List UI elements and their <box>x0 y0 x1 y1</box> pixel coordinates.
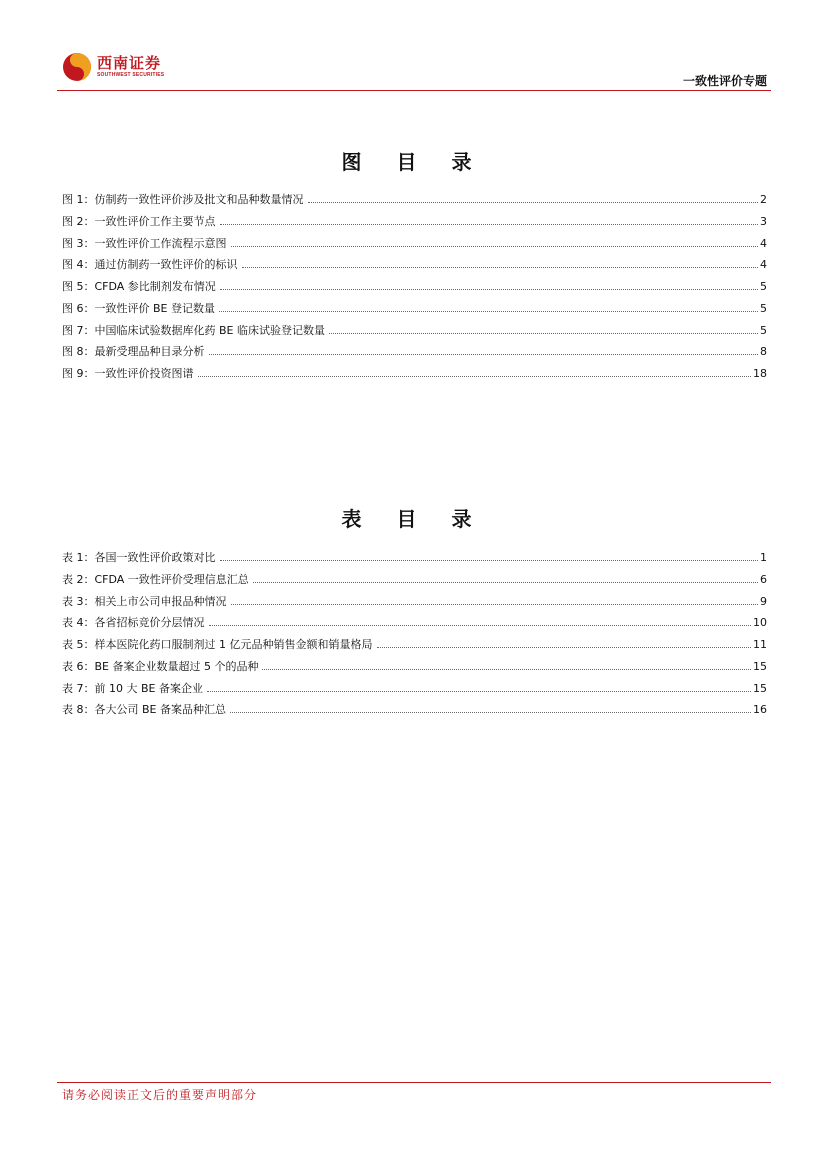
figures-toc-list <box>62 191 767 387</box>
toc-entry-figure-1[interactable] <box>62 191 767 213</box>
dot-leader <box>230 712 751 713</box>
toc-entry-page: 9 <box>760 594 767 608</box>
toc-entry-figure-2[interactable] <box>62 213 767 235</box>
toc-entry-table-5[interactable] <box>62 636 767 658</box>
logo-english-name: SOUTHWEST SECURITIES <box>97 72 165 78</box>
toc-entry-label: 表 5：样本医院化药口服制剂过 1 亿元品种销售金额和销量格局 <box>62 638 373 651</box>
toc-entry-table-4[interactable] <box>62 614 767 636</box>
logo-chinese-name: 西南证券 <box>97 54 162 72</box>
toc-entry-label: 图 3：一致性评价工作流程示意图 <box>62 236 227 250</box>
company-logo <box>62 50 164 84</box>
toc-entry-page: 4 <box>760 258 767 272</box>
toc-entry-label: 表 1：各国一致性评价政策对比 <box>62 551 216 564</box>
dot-leader <box>253 582 758 583</box>
tables-toc-list <box>62 549 767 723</box>
dot-leader <box>209 625 752 626</box>
dot-leader <box>209 354 759 355</box>
dot-leader <box>242 267 759 268</box>
toc-entry-label: 图 8：最新受理品种目录分析 <box>62 345 205 359</box>
toc-entry-page: 18 <box>753 367 767 380</box>
dot-leader <box>207 691 751 692</box>
dot-leader <box>220 224 759 225</box>
toc-entry-figure-6[interactable] <box>62 300 767 322</box>
dot-leader <box>231 604 759 605</box>
toc-entry-page: 16 <box>753 703 767 717</box>
toc-entry-figure-7[interactable] <box>62 322 767 344</box>
toc-entry-page: 8 <box>760 345 767 359</box>
toc-entry-label: 图 1：仿制药一致性评价涉及批文和品种数量情况 <box>62 193 304 206</box>
header-divider <box>57 90 771 91</box>
toc-entry-label: 图 2：一致性评价工作主要节点 <box>62 214 216 228</box>
logo-emblem-icon <box>62 52 92 82</box>
toc-entry-label: 图 5：CFDA 参比制剂发布情况 <box>62 280 216 293</box>
dot-leader <box>219 311 758 312</box>
toc-entry-page: 1 <box>760 551 767 564</box>
toc-entry-label: 图 4：通过仿制药一致性评价的标识 <box>62 258 238 272</box>
toc-entry-table-7[interactable] <box>62 680 767 702</box>
dot-leader <box>262 669 751 670</box>
dot-leader <box>198 376 752 377</box>
toc-entry-label: 表 4：各省招标竞价分层情况 <box>62 616 205 630</box>
toc-entry-page: 2 <box>760 193 767 206</box>
toc-entry-label: 图 7：中国临床试验数据库化药 BE 临床试验登记数量 <box>62 323 325 337</box>
dot-leader <box>220 289 758 290</box>
toc-entry-page: 5 <box>760 280 767 293</box>
toc-entry-label: 图 9：一致性评价投资图谱 <box>62 367 194 380</box>
toc-entry-page: 11 <box>753 638 767 651</box>
toc-entry-page: 6 <box>760 572 767 586</box>
toc-entry-page: 10 <box>753 616 767 630</box>
footer-divider <box>57 1082 771 1083</box>
toc-entry-table-8[interactable] <box>62 701 767 723</box>
dot-leader <box>377 647 752 648</box>
toc-entry-figure-3[interactable] <box>62 235 767 257</box>
toc-entry-label: 图 6：一致性评价 BE 登记数量 <box>62 301 215 315</box>
dot-leader <box>329 333 758 334</box>
toc-entry-figure-9[interactable] <box>62 365 767 387</box>
tables-toc-heading: 表 目 录 <box>341 507 486 531</box>
toc-entry-page: 15 <box>753 659 767 673</box>
dot-leader <box>220 560 759 561</box>
toc-entry-page: 15 <box>753 681 767 695</box>
toc-entry-page: 4 <box>760 236 767 250</box>
toc-entry-table-1[interactable] <box>62 549 767 571</box>
figures-toc-heading: 图 目 录 <box>341 150 486 174</box>
toc-entry-label: 表 6：BE 备案企业数量超过 5 个的品种 <box>62 659 259 673</box>
toc-entry-figure-8[interactable] <box>62 343 767 365</box>
toc-entry-page: 3 <box>760 214 767 228</box>
dot-leader <box>231 246 759 247</box>
toc-entry-label: 表 2：CFDA 一致性评价受理信息汇总 <box>62 572 249 586</box>
footer-disclaimer: 请务必阅读正文后的重要声明部分 <box>62 1088 258 1102</box>
dot-leader <box>308 202 759 203</box>
toc-entry-label: 表 3：相关上市公司申报品种情况 <box>62 594 227 608</box>
toc-entry-table-3[interactable] <box>62 593 767 615</box>
report-series-title: 一致性评价专题 <box>682 74 767 88</box>
toc-entry-page: 5 <box>760 301 767 315</box>
toc-entry-label: 表 7：前 10 大 BE 备案企业 <box>62 681 203 695</box>
toc-entry-label: 表 8：各大公司 BE 备案品种汇总 <box>62 703 226 717</box>
toc-entry-page: 5 <box>760 323 767 337</box>
toc-entry-figure-5[interactable] <box>62 278 767 300</box>
toc-entry-table-6[interactable] <box>62 658 767 680</box>
toc-entry-table-2[interactable] <box>62 571 767 593</box>
toc-entry-figure-4[interactable] <box>62 256 767 278</box>
